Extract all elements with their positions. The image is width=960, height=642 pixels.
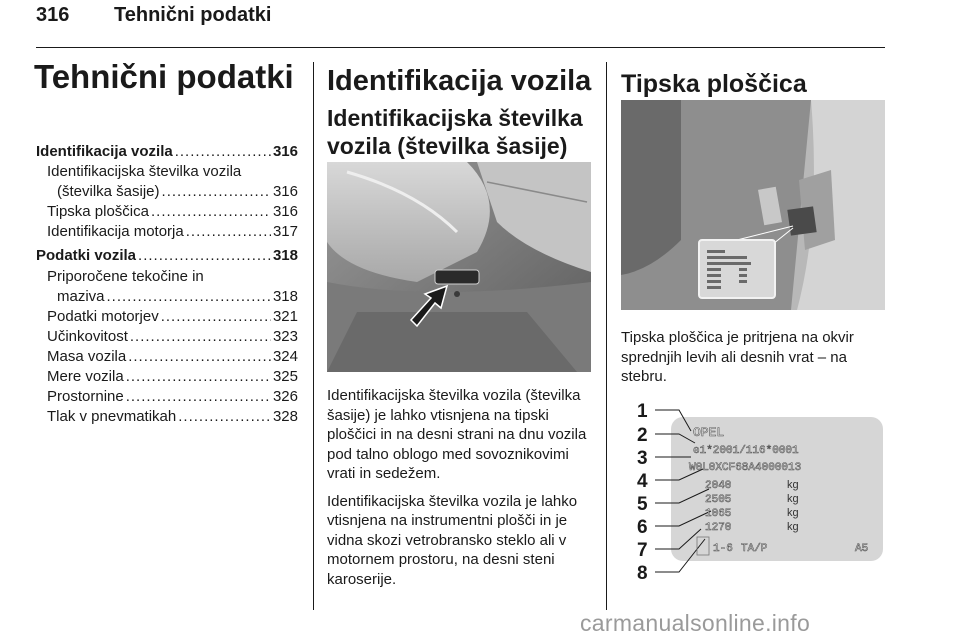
plate-unit-4: kg bbox=[787, 521, 799, 533]
callout-1: 1 bbox=[637, 401, 648, 422]
plate-weight-1: 2040 bbox=[705, 480, 732, 492]
toc-entry-ucinkovitost[interactable]: Učinkovitost ..... 323 bbox=[36, 327, 298, 347]
plate-paragraph: Tipska ploščica je pritrjena na okvir sprednjih levih ali desnih vrat – na stebru. bbox=[621, 329, 854, 385]
plate-weight-2: 2505 bbox=[705, 494, 732, 506]
callout-3: 3 bbox=[637, 448, 648, 469]
toc-entry-tlak-v-pnevmatikah[interactable]: Tlak v pnevmatikah ..... 328 bbox=[36, 407, 298, 427]
plate-unit-1: kg bbox=[787, 479, 799, 491]
vin-paragraph-2: Identifikacijska številka vozila je lahko vtisnjena na instrumentni plošči in je vidna skozi vetrobransko steklo ali v motornem prostoru, na desni steni karoserije. bbox=[327, 492, 578, 588]
plate-weight-4: 1270 bbox=[705, 522, 732, 534]
subsection-heading-vin: Identifikacijska številka vozila (številka šasije) bbox=[327, 105, 583, 159]
section-heading-tipska-ploscica: Tipska ploščica bbox=[621, 70, 807, 98]
section-heading-identifikacija: Identifikacija vozila bbox=[327, 65, 592, 97]
toc-entry-masa-vozila[interactable]: Masa vozila ..... 324 bbox=[36, 347, 298, 367]
running-header-title: Tehnični podatki bbox=[114, 4, 272, 26]
plate-location-illustration bbox=[621, 100, 885, 310]
plate-line-3: W0L0XCF68A4000013 bbox=[689, 462, 802, 474]
vin-description bbox=[327, 386, 595, 597]
vin-paragraph-1: Identifikacijska številka vozila (številka šasije) je lahko vtisnjena na tipski ploščici in na desni strani na dnu vozila pod talno oblogo med sovoznikovimi vrati in sedežem. bbox=[327, 387, 587, 482]
vin-location-photo bbox=[327, 162, 591, 372]
callout-2: 2 bbox=[637, 425, 648, 446]
plate-location-photo bbox=[621, 100, 885, 310]
plate-unit-2: kg bbox=[787, 493, 799, 505]
toc-entry-prostornine[interactable]: Prostornine ..... 326 bbox=[36, 387, 298, 407]
chapter-heading: Tehnični podatki bbox=[34, 58, 294, 95]
plate-line-2: e1*2001/116*0001 bbox=[693, 445, 799, 457]
watermark-text: carmanualsonline.info bbox=[580, 610, 811, 636]
toc-entry-tipska-ploscica[interactable]: Tipska ploščica ..... 316 bbox=[36, 202, 298, 222]
callout-4: 4 bbox=[637, 471, 648, 492]
toc-entry-tekocine-line1[interactable]: Priporočene tekočine in bbox=[47, 267, 204, 285]
column-divider-2 bbox=[606, 62, 607, 610]
toc-entry-mere-vozila[interactable]: Mere vozila ..... 325 bbox=[36, 367, 298, 387]
toc-entry-podatki-vozila[interactable]: Podatki vozila ..... 318 bbox=[36, 246, 298, 266]
plate-description bbox=[621, 328, 883, 395]
toc-entry-vin-line2[interactable]: (številka šasije) ..... 316 bbox=[36, 182, 298, 202]
toc-entry-vin-line1[interactable]: Identifikacijska številka vozila bbox=[47, 163, 242, 181]
plate-bottom-mid: TA/P bbox=[741, 543, 768, 555]
plate-unit-3: kg bbox=[787, 507, 799, 519]
header-rule bbox=[36, 47, 885, 48]
toc-entry-podatki-motorjev[interactable]: Podatki motorjev ..... 321 bbox=[36, 307, 298, 327]
plate-weight-3: 1065 bbox=[705, 508, 732, 520]
toc-entry-tekocine-line2[interactable]: maziva ..... 318 bbox=[36, 287, 298, 307]
callout-6: 6 bbox=[637, 517, 648, 538]
toc-entry-identifikacija-motorja[interactable]: Identifikacija motorja ..... 317 bbox=[36, 222, 298, 242]
callout-5: 5 bbox=[637, 494, 648, 515]
type-plate-diagram bbox=[621, 393, 885, 605]
plate-bottom-left: 1-6 bbox=[713, 543, 733, 555]
plate-bottom-right: A5 bbox=[855, 543, 869, 555]
callout-7: 7 bbox=[637, 540, 648, 561]
column-divider-1 bbox=[313, 62, 314, 610]
vin-photo-illustration bbox=[327, 162, 591, 372]
callout-8: 8 bbox=[637, 563, 648, 584]
page-number: 316 bbox=[36, 4, 70, 26]
plate-line-1: OPEL bbox=[693, 425, 725, 440]
toc-entry-identifikacija-vozila[interactable]: Identifikacija vozila ..... 316 bbox=[36, 142, 298, 162]
table-of-contents bbox=[36, 142, 298, 427]
